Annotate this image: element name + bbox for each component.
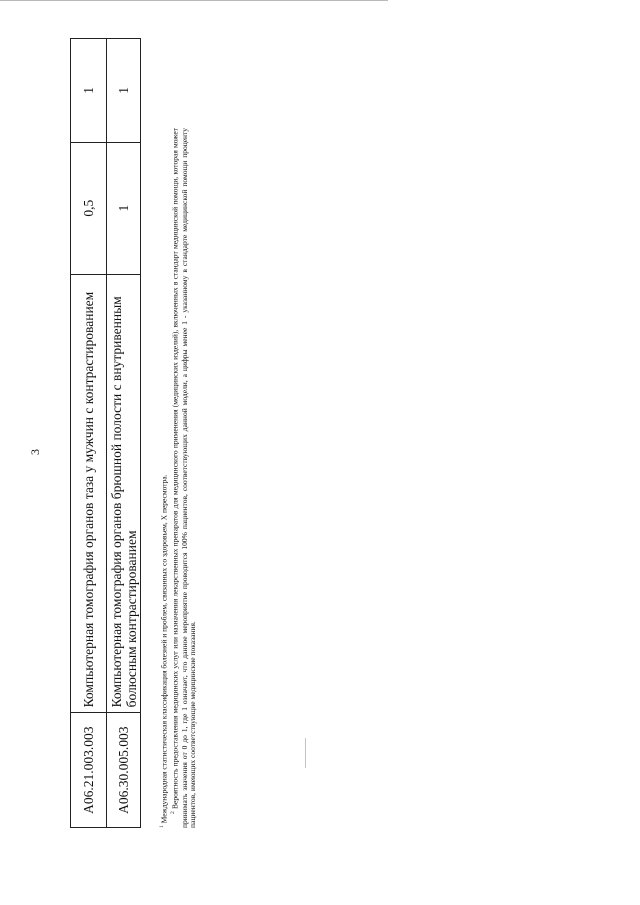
page-number: 3 xyxy=(28,449,42,455)
footnote-marker: 1 xyxy=(159,825,165,828)
service-probability: 1 xyxy=(107,142,141,274)
procedures-table xyxy=(70,38,141,828)
footnote-2 xyxy=(169,128,198,828)
service-name: Компьютерная томография органов таза у мужчин с контрастированием xyxy=(71,274,107,713)
table-row xyxy=(107,39,141,828)
service-multiplicity: 1 xyxy=(71,39,107,143)
service-probability: 0,5 xyxy=(71,142,107,274)
footnote-text: Вероятность предоставления медицинских услуг или назначения лекарственных препаратов для медицинского применения (медицинских изделий), включенных в стандарт медицинской помощи, которая может принимать значения от 0 до 1, где 1 означает, что данное мероприятие проводится 100% пациентов, соответствующих данной модели, а цифры менее 1 - указанному в стандарте медицинской помощи проценту пациентов, имеющих соответствующие медицинские показания. xyxy=(170,128,198,828)
rotated-content xyxy=(70,28,255,828)
scan-artifact-line xyxy=(305,738,306,768)
top-border-line xyxy=(0,0,388,1)
footnote-text: Международная статистическая классификация болезней и проблем, связанных со здоровьем, X пересмотра. xyxy=(159,474,169,824)
footnote-1 xyxy=(158,128,169,828)
service-code: A06.21.003.003 xyxy=(71,713,107,828)
service-multiplicity: 1 xyxy=(107,39,141,143)
table-row xyxy=(71,39,107,828)
service-code: A06.30.005.003 xyxy=(107,713,141,828)
footnote-marker: 2 xyxy=(170,811,177,814)
service-name: Компьютерная томография органов брюшной полости с внутривенным болюсным контрастированием xyxy=(107,274,141,713)
footnotes xyxy=(158,128,198,828)
